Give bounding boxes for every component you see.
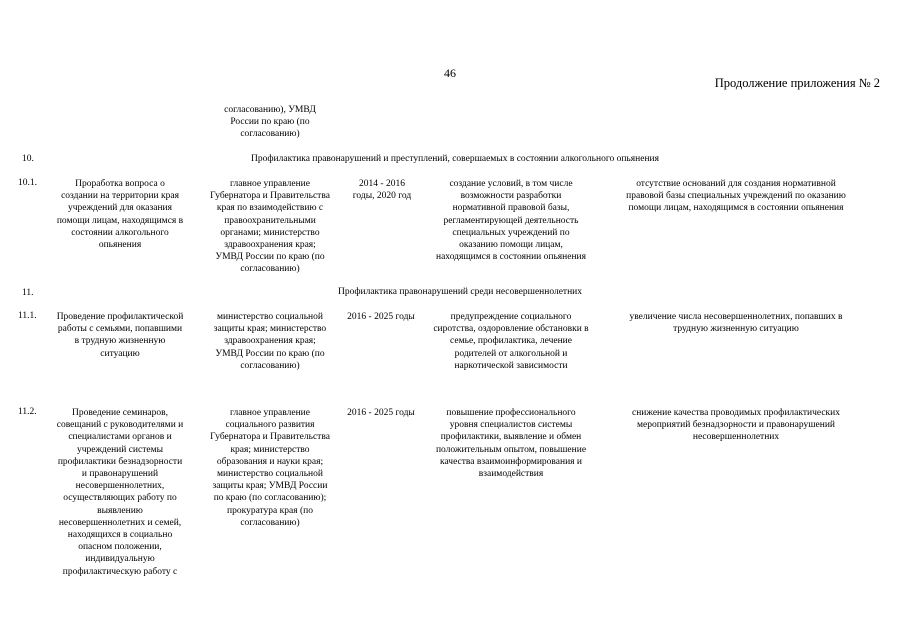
row-executors: главное управление Губернатора и Правительства края по взаимодействию с правоохранительными органами; министерство здравоохранения края; УМВД России по краю (по согласованию) <box>210 179 330 275</box>
section-title: Профилактика правонарушений и преступлений, совершаемых в состоянии алкогольного опьянения <box>251 154 659 164</box>
row-content: предупреждение социального сиротства, оздоровление обстановки в семье, профилактика, лечение родителей от алкогольной и наркотической зависимости <box>433 312 589 371</box>
row-content: создание условий, в том числе возможности разработки нормативной правовой базы, регламентирующей деятельность специальных учреждений по оказанию помощи лицам, находящимся в состоянии опьянения <box>436 179 586 263</box>
row-expected-result: снижение качества проводимых профилактических мероприятий безнадзорности и правонарушений несовершеннолетних <box>632 408 840 443</box>
row-expected-result: отсутствие оснований для создания нормативной правовой базы специальных учреждений по оказанию помощи лицам, находящимся в состоянии опьянения <box>626 179 846 214</box>
appendix-continuation-heading: Продолжение приложения № 2 <box>714 76 880 90</box>
row-number: 10.1. <box>18 178 37 188</box>
row-executors: министерство социальной защиты края; министерство здравоохранения края; УМВД России по краю (по согласованию) <box>213 312 327 371</box>
row-number: 11.1. <box>18 311 37 321</box>
row-measure: Проведение семинаров, совещаний с руководителями и специалистами органов и учреждений системы профилактики безнадзорности и правонарушений несовершеннолетних, осуществляющих работу по выявлению несовершеннолетних и семей, находящихся в социально опасном положении, индивидуальную профилактическую работу с <box>56 408 184 577</box>
row-term: 2014 - 2016 годы, 2020 год <box>352 179 412 202</box>
section-title: Профилактика правонарушений среди несовершеннолетних <box>337 287 582 297</box>
row-expected-result: увеличение числа несовершеннолетних, попавших в трудную жизненную ситуацию <box>629 312 843 335</box>
row-number: 11.2. <box>18 407 37 417</box>
row-measure: Проработка вопроса о создании на территории края учреждений для оказания помощи лицам, находящимся в состоянии алкогольного опьянения <box>56 179 184 251</box>
row-executors: главное управление социального развития Губернатора и Правительства края; министерство образования и науки края; министерство социальной защиты края; УМВД России по краю (по согласованию); прокуратура края (по согласованию) <box>210 408 330 528</box>
row-term: 2016 - 2025 годы <box>347 408 415 418</box>
carryover-executors: согласованию), УМВД России по краю (по согласованию) <box>224 105 316 140</box>
section-number: 11. <box>22 288 34 298</box>
page-number: 46 <box>444 66 456 80</box>
row-measure: Проведение профилактической работы с семьями, попавшими в трудную жизненную ситуацию <box>56 312 184 359</box>
row-content: повышение профессионального уровня специалистов системы профилактики, выявление и обмен положительным опытом, повышение качества взаимоинформирования и взаимодействия <box>435 408 587 480</box>
section-number: 10. <box>22 154 34 164</box>
row-term: 2016 - 2025 годы <box>347 312 415 322</box>
